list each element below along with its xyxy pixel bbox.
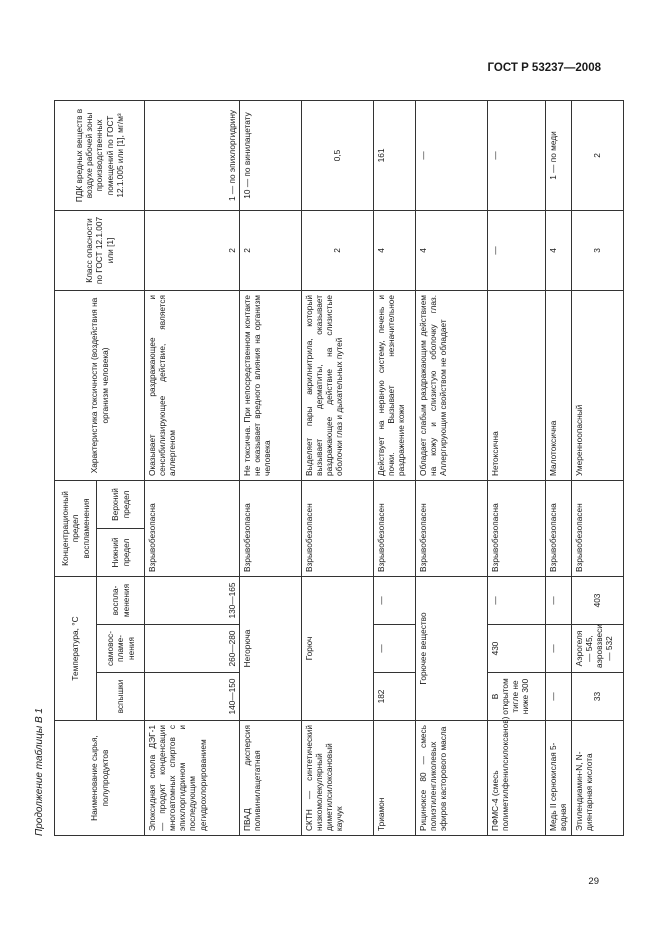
cell-flash: — [546, 673, 572, 721]
cell-ignition: — [488, 577, 546, 625]
cell-hazard-class: 2 [302, 210, 374, 290]
page-header: ГОСТ Р 53237—2008 [487, 62, 601, 74]
cell-temperature-merged: Негорюча [240, 577, 302, 721]
cell-toxicity: Выделяет пары акрилнитрила, который вызывает дерматиты, оказывает раздражающее действие на слизистые оболочки глаз и дыхательных путей [302, 290, 374, 480]
cell-lower: Взрывобезопасен [416, 480, 488, 576]
cell-autoignition: 430 [488, 625, 546, 673]
cell-lower: Взрывобезопасна [488, 480, 546, 576]
cell-name: ПФМС-4 (смесь полиметилфенилсилоксанов) [488, 721, 546, 836]
cell-ignition: 403 [572, 577, 624, 625]
cell-pdk: — [416, 100, 488, 210]
data-table-wrap [54, 101, 624, 836]
header-name: Наименование сырья, полупродуктов [55, 721, 145, 836]
header-flash: вспышки [97, 673, 145, 721]
cell-hazard-class: 4 [374, 210, 416, 290]
cell-lower: Взрывобезопасна [546, 480, 572, 576]
header-toxicity: Характеристика токсичности (воздействия на организм человека) [55, 290, 145, 480]
cell-pdk: 10 — по винилацетату [240, 100, 302, 210]
cell-pdk: 0,5 [302, 100, 374, 210]
cell-ignition: 130—165 [145, 577, 240, 625]
cell-toxicity: Действует на нервную систему, печень и почки. Вызывает незначительное раздражение кожи [374, 290, 416, 480]
cell-lower: Взрывобезопасен [374, 480, 416, 576]
header-hazard-class: Класс опасности по ГОСТ 12.1.007 или [1] [55, 210, 145, 290]
cell-lower: Взрывобезопасен [302, 480, 374, 576]
cell-hazard-class: 4 [546, 210, 572, 290]
cell-name: Этилендиамин-N, N-диянтарная кислота [572, 721, 624, 836]
cell-flash: 182 [374, 673, 416, 721]
cell-hazard-class: 2 [240, 210, 302, 290]
cell-pdk: 1 — по эпихлоргидрину [145, 100, 240, 210]
cell-flash: 33 [572, 673, 624, 721]
cell-toxicity: Малотоксична [546, 290, 572, 480]
cell-toxicity: Оказывает раздражающее и сенсибилизирующее действие, является аллергеном [145, 290, 240, 480]
cell-autoignition: — [546, 625, 572, 673]
cell-hazard-class: 3 [572, 210, 624, 290]
cell-pdk: — [488, 100, 546, 210]
cell-temperature-merged: Горюч [302, 577, 374, 721]
cell-lower: Взрывобезопасна [145, 480, 240, 576]
data-table [54, 100, 624, 836]
cell-toxicity: Умеренноопасный [572, 290, 624, 480]
cell-hazard-class: 4 [416, 210, 488, 290]
cell-pdk: 1 — по меди [546, 100, 572, 210]
table-row [374, 100, 416, 835]
cell-ignition: — [546, 577, 572, 625]
table-row [302, 100, 374, 835]
page-number: 29 [588, 876, 599, 887]
cell-flash: 140—150 [145, 673, 240, 721]
cell-toxicity: Обладает слабым раздражающим действием на кожу и слизистую оболочку глаз. Аллергирующим свойством не обладает [416, 290, 488, 480]
cell-name: Медь II сернокислая 5-водная [546, 721, 572, 836]
cell-name: Эпоксидная смола ДЭГ-1 — продукт конденсации многоатомных спиртов с эпихлоргидрином и последующим дегидрохлорированием [145, 721, 240, 836]
cell-autoignition: 260—280 [145, 625, 240, 673]
header-pdk: ПДК вредных веществ в воздухе рабочей зоны производственных помещений по ГОСТ 12.1.005 или [1], мг/м³ [55, 100, 145, 210]
cell-lower: Взрывобезопасна [240, 480, 302, 576]
cell-lower: Взрывобезопасен [572, 480, 624, 576]
header-ignition: воспла-менения [97, 577, 145, 625]
cell-temperature-merged: Горючее вещество [416, 577, 488, 721]
header-autoignition: самовос-пламе-нения [97, 625, 145, 673]
table-row [416, 100, 488, 835]
rotated-table-content [34, 86, 634, 866]
cell-toxicity: Нетоксична [488, 290, 546, 480]
cell-name: Рициноксе 80 — смесь полиэтиленгликолевых эфиров касторового масла [416, 721, 488, 836]
header-conc-limit: Концентрационный предел воспламенения [55, 480, 97, 576]
cell-name: Триамон [374, 721, 416, 836]
table-row [488, 100, 546, 835]
cell-name: СКТН — синтетический низкомолекулярный диметилсилоксановый каучук [302, 721, 374, 836]
table-caption: Продолжение таблицы В 1 [34, 708, 45, 836]
table-row [546, 100, 572, 835]
cell-flash: В открытом тигле не ниже 300 [488, 673, 546, 721]
cell-hazard-class: — [488, 210, 546, 290]
cell-pdk: 161 [374, 100, 416, 210]
header-upper: Верхний предел [97, 480, 145, 528]
cell-name: ПВАД дисперсия поливинилацетатная [240, 721, 302, 836]
header-lower: Нижний предел [97, 529, 145, 577]
cell-toxicity: Не токсична. При непосредственном контакте не оказывает вредного влияния на организм человека [240, 290, 302, 480]
cell-ignition: — [374, 577, 416, 625]
cell-autoignition: — [374, 625, 416, 673]
table-row [572, 100, 624, 835]
table-row [145, 100, 240, 835]
table-row [240, 100, 302, 835]
cell-autoignition: Аэрогеля — 545, аэровзвеси — 532 [572, 625, 624, 673]
cell-hazard-class: 2 [145, 210, 240, 290]
rotated-table-frame [34, 86, 634, 866]
cell-pdk: 2 [572, 100, 624, 210]
header-temperature: Температура, °С [55, 577, 97, 721]
